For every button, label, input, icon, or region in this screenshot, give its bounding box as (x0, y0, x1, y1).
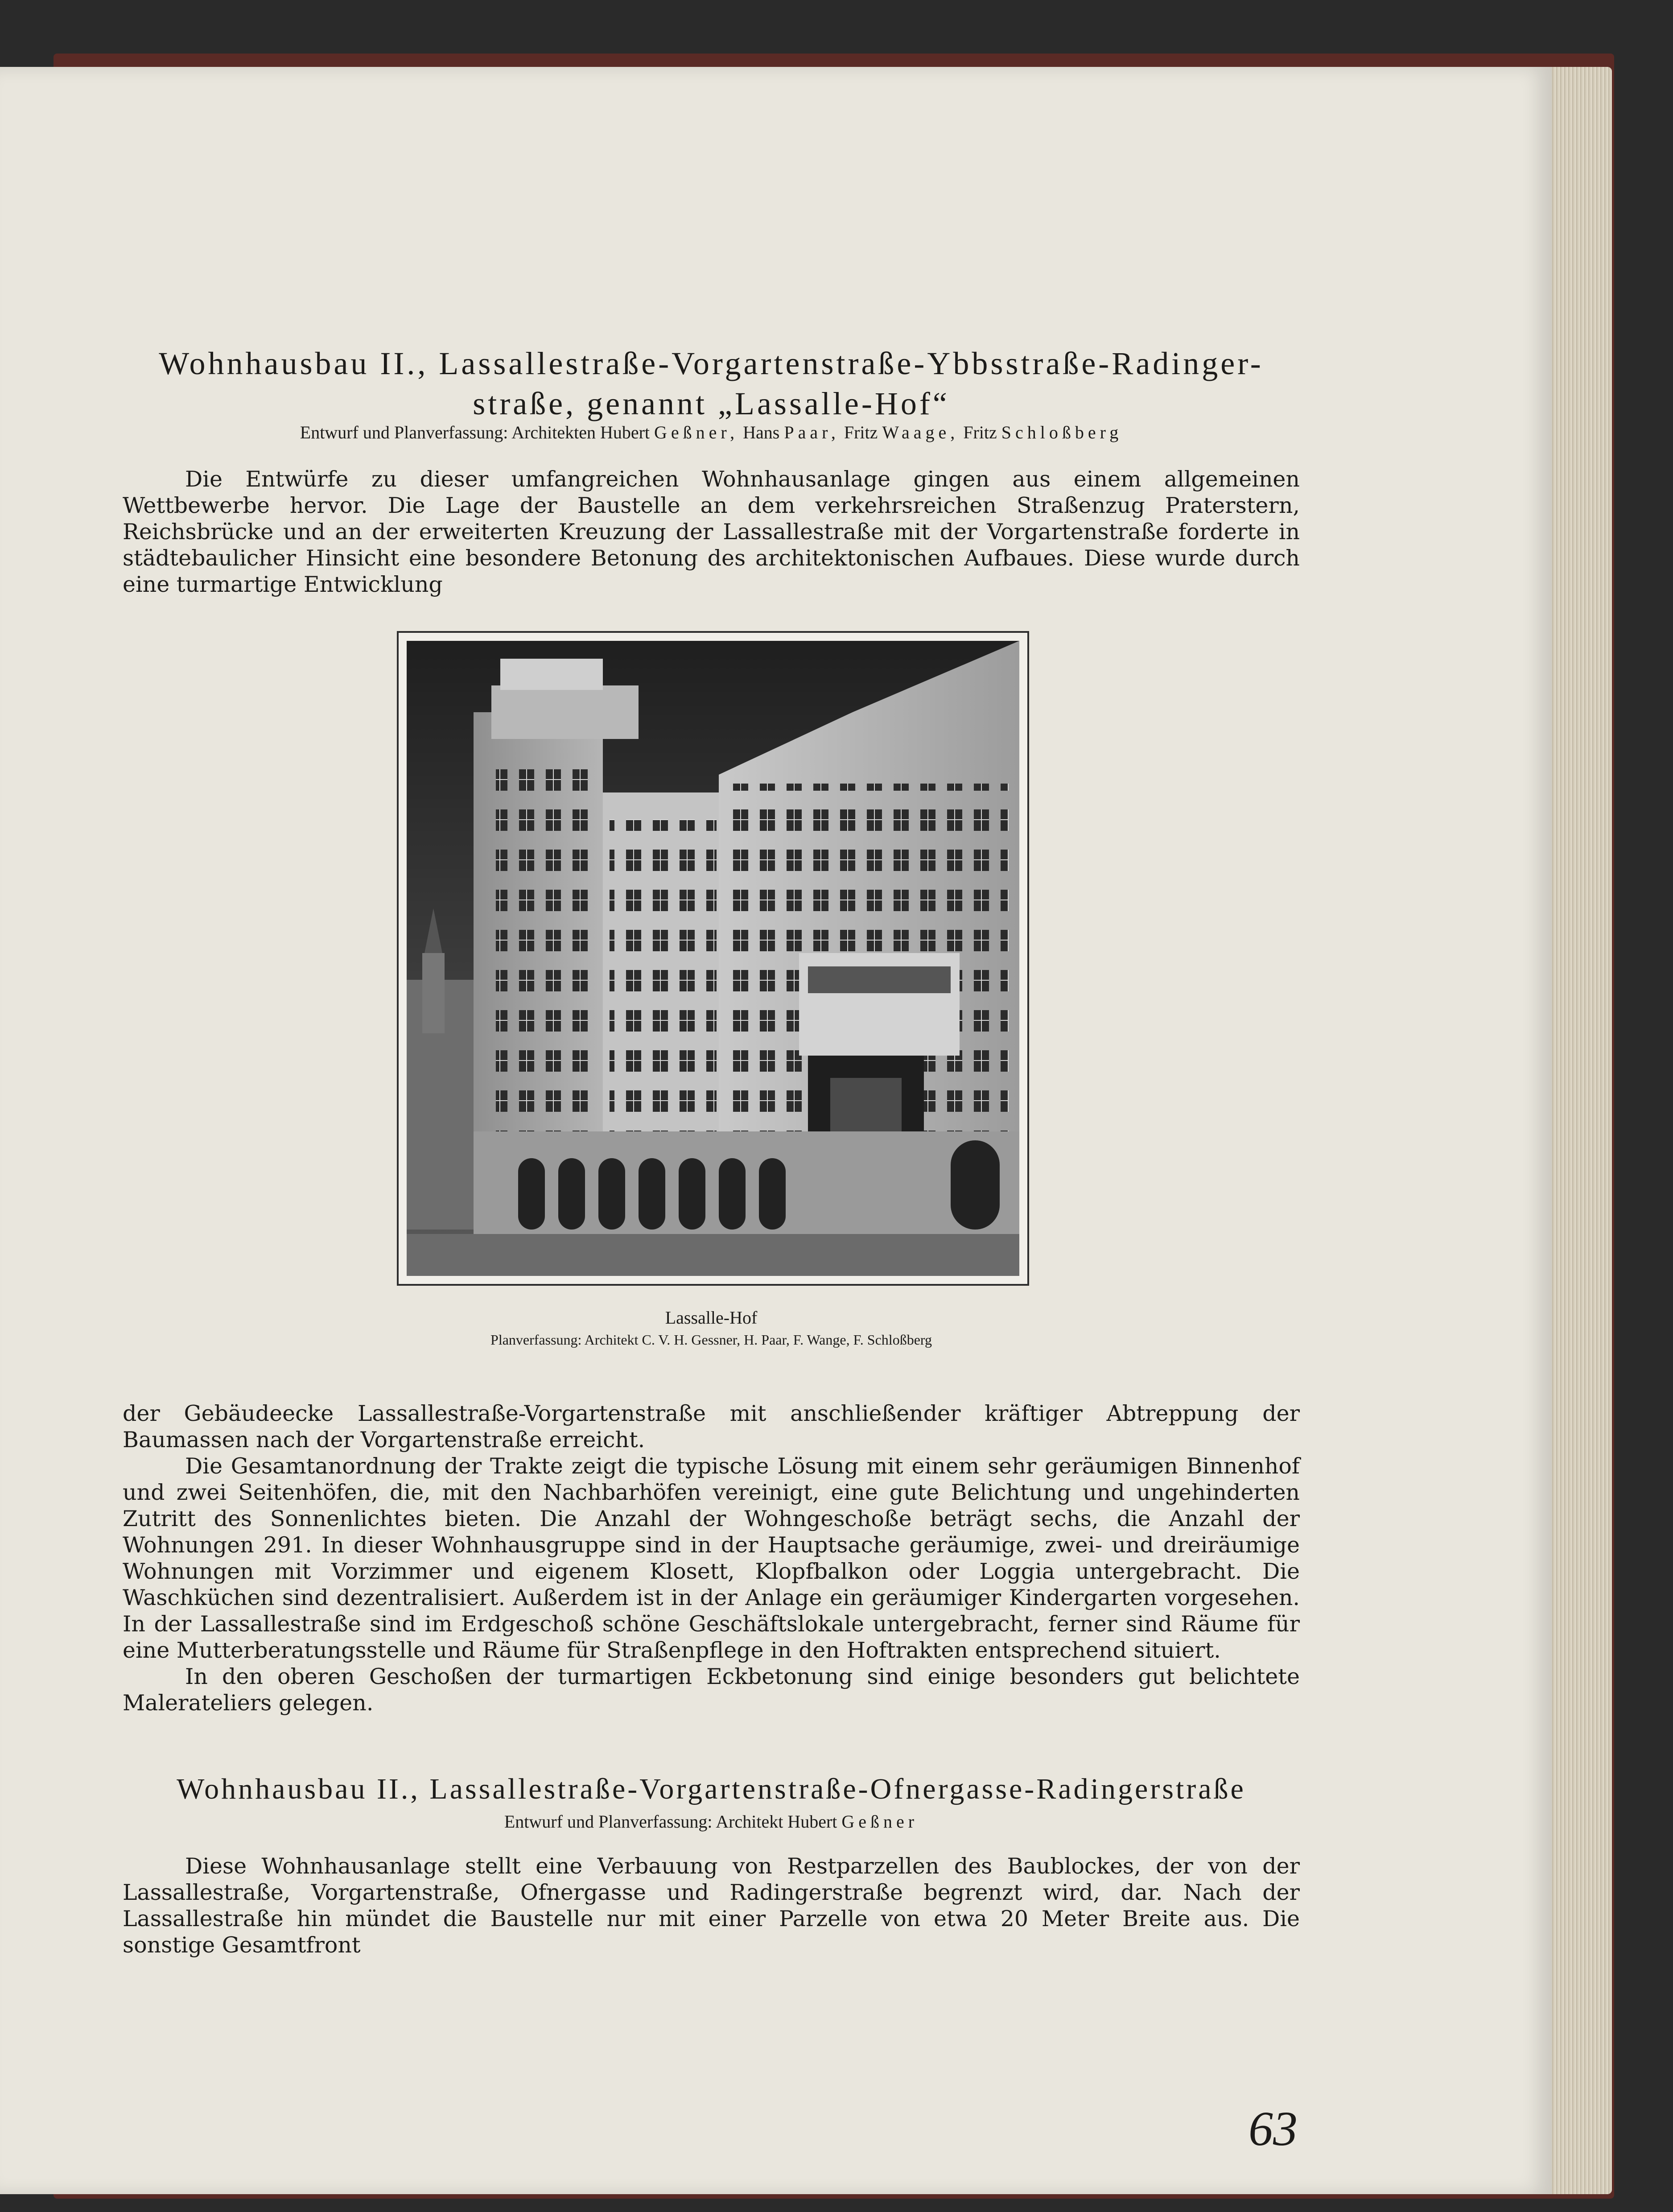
lassalle-hof-photo (407, 641, 1019, 1276)
body-paragraph-intro: Die Entwürfe zu dieser umfangreichen Wohnhausanlage gingen aus einem allgemeinen Wettbewerbe hervor. Die Lage der Baustelle an dem verkehrsreichen Straßenzug Praterstern, Reichsbrücke und an der erweiterten Kreuzung der Lassallestraße mit der Vorgartenstraße forderte in städtebaulicher Hinsicht eine besondere Betonung des architektonischen Aufbaues. Diese wurde durch eine turmartige Entwicklung (123, 466, 1300, 597)
design-credit (123, 421, 1300, 444)
credit-prefix: Entwurf und Planverfassung: Architekten Hubert (300, 422, 650, 442)
credit-given-name: Fritz (844, 422, 878, 442)
credit-given-name: Fritz (963, 422, 997, 442)
body-paragraph: Die Gesamtanordnung der Trakte zeigt die typische Lösung mit einem sehr geräumigen Binnenhof und zwei Seitenhöfen, die, mit den Nachbarhöfen vereinigt, eine gute Belichtung und ungehinderten Zutritt des Sonnenlichtes bieten. Die Anzahl der Wohngeschoße beträgt sechs, die Anzahl der Wohnungen 291. In dieser Wohnhausgruppe sind in der Hauptsache geräumige, zwei- und dreiräumige Wohnungen mit Vorzimmer und eigenem Klosett, Klopfbalkon oder Loggia untergebracht. Die Waschküchen sind dezentralisiert. Außerdem ist in der Anlage ein geräumiger Kindergarten vorgesehen. In der Lassallestraße sind im Erdgeschoß schöne Geschäftslokale untergebracht, ferner sind Räume für eine Mutterberatungsstelle und Räume für Straßenpflege in den Hoftrakten entsprechend situiert. (123, 1453, 1300, 1663)
page-number: 63 (1249, 2101, 1298, 2156)
photo-caption-title: Lassalle-Hof (665, 1308, 758, 1328)
body-paragraph: der Gebäudeecke Lassallestraße-Vorgartenstraße mit anschließender kräftiger Abtreppung der Baumassen nach der Vorgartenstraße erreicht. (123, 1401, 1300, 1453)
photo-caption-credit: Planverfassung: Architekt C. V. H. Gessner, H. Paar, F. Wange, F. Schloßberg (490, 1332, 932, 1348)
heading-line-1: Wohnhausbau II., Lassallestraße-Vorgartenstraße-Ybbsstraße-Radinger- (159, 346, 1264, 381)
architect-name: Geßner, (654, 422, 739, 442)
architect-name: Paar, (784, 422, 840, 442)
building-photo-frame (397, 631, 1029, 1286)
body-paragraph: In den oberen Geschoßen der turmartigen Eckbetonung sind einige besonders gut belichtete Malerateliers gelegen. (123, 1664, 1300, 1716)
credit-given-name: Hans (743, 422, 780, 442)
book-page (0, 67, 1552, 2194)
body-paragraphs-main (123, 1400, 1300, 1716)
architect-name: Geßner (841, 1812, 919, 1832)
section-heading-lassalle-hof (123, 343, 1300, 424)
architect-name: Waage, (882, 422, 959, 442)
body-paragraph-second-section: Diese Wohnhausanlage stellt eine Verbauung von Restparzellen des Baublockes, der von der Lassallestraße, Vorgartenstraße, Ofnergasse und Radingerstraße begrenzt wird, dar. Nach der Lassallestraße hin mündet die Baustelle nur mit einer Parzelle von etwa 20 Meter Breite aus. Die sonstige Gesamtfront (123, 1853, 1300, 1958)
architect-name: Schloßberg (1001, 422, 1123, 442)
credit-prefix: Entwurf und Planverfassung: Architekt Hubert (504, 1812, 837, 1832)
design-credit-2 (123, 1811, 1300, 1833)
section-heading-ofnergasse: Wohnhausbau II., Lassallestraße-Vorgartenstraße-Ofnergasse-Radingerstraße (177, 1773, 1246, 1805)
heading-line-2: straße, genannt „Lassalle-Hof“ (473, 386, 950, 421)
